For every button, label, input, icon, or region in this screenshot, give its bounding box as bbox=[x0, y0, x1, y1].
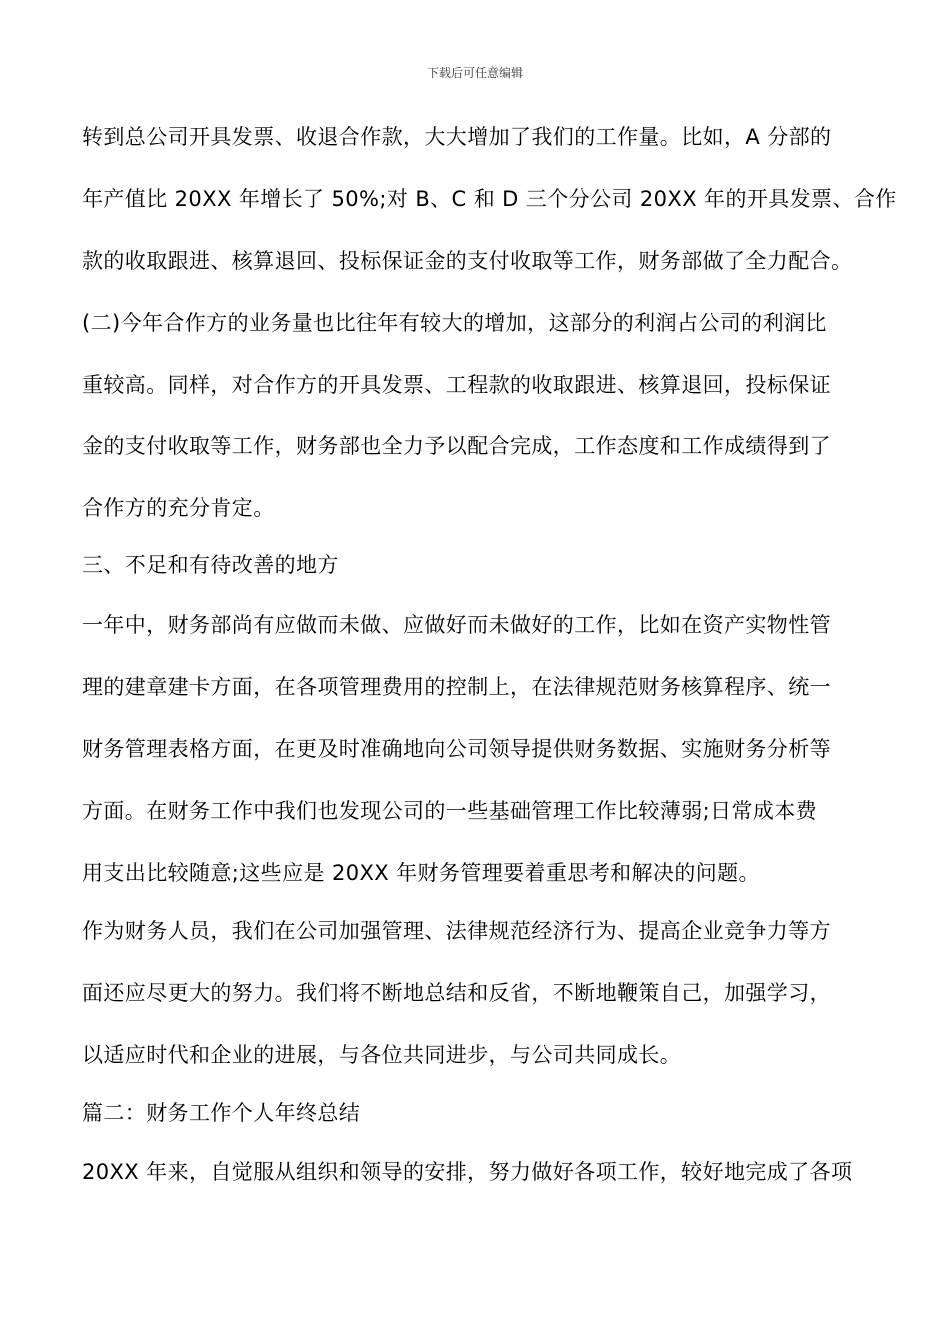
text-line: 重较高。同样，对合作方的开具发票、工程款的收取跟进、核算退回，投标保证 bbox=[82, 373, 831, 397]
text-line: 年产值比 20XX 年增长了 50%;对 B、C 和 D 三个分公司 20XX 年的开具发票、合作 bbox=[82, 187, 897, 211]
text-line: 用支出比较随意;这些应是 20XX 年财务管理要着重思考和解决的问题。 bbox=[82, 861, 760, 885]
text-line: (二)今年合作方的业务量也比往年有较大的增加，这部分的利润占公司的利润比 bbox=[82, 311, 827, 335]
section-heading: 篇二：财务工作个人年终总结 bbox=[82, 1101, 361, 1125]
text-line: 财务管理表格方面，在更及时准确地向公司领导提供财务数据、实施财务分析等 bbox=[82, 737, 831, 761]
text-line: 20XX 年来，自觉服从组织和领导的安排，努力做好各项工作，较好地完成了各项 bbox=[82, 1160, 853, 1184]
text-line: 合作方的充分肯定。 bbox=[82, 496, 275, 520]
text-line: 转到总公司开具发票、收退合作款，大大增加了我们的工作量。比如，A 分部的 bbox=[82, 125, 832, 149]
text-line: 作为财务人员，我们在公司加强管理、法律规范经济行为、提高企业竞争力等方 bbox=[82, 919, 831, 943]
section-heading: 三、不足和有待改善的地方 bbox=[82, 553, 339, 577]
text-line: 金的支付收取等工作，财务部也全力予以配合完成，工作态度和工作成绩得到了 bbox=[82, 434, 831, 458]
text-line: 以适应时代和企业的进展，与各位共同进步，与公司共同成长。 bbox=[82, 1043, 682, 1067]
text-line: 方面。在财务工作中我们也发现公司的一些基础管理工作比较薄弱;日常成本费 bbox=[82, 799, 818, 823]
text-line: 款的收取跟进、核算退回、投标保证金的支付收取等工作，财务部做了全力配合。 bbox=[82, 249, 853, 273]
page-header: 下载后可任意编辑 bbox=[426, 66, 523, 80]
text-line: 面还应尽更大的努力。我们将不断地总结和反省，不断地鞭策自己，加强学习， bbox=[82, 981, 831, 1005]
text-line: 理的建章建卡方面，在各项管理费用的控制上，在法律规范财务核算程序、统一 bbox=[82, 675, 831, 699]
text-line: 一年中，财务部尚有应做而未做、应做好而未做好的工作，比如在资产实物性管 bbox=[82, 613, 831, 637]
